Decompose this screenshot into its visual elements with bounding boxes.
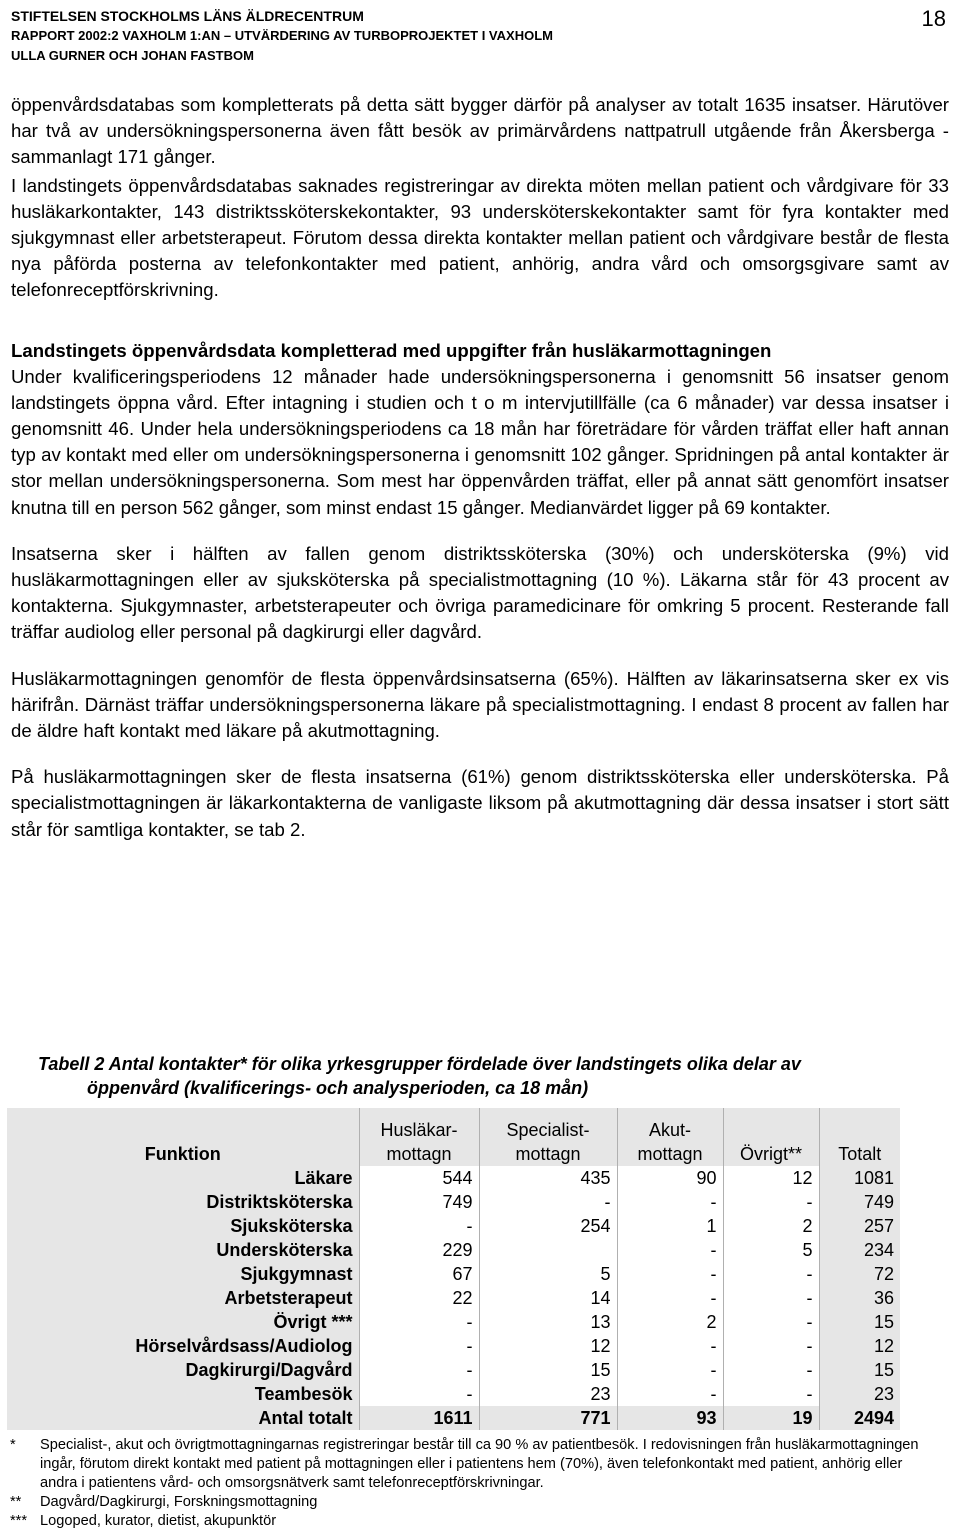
table-cell: 14 xyxy=(479,1286,617,1310)
table-cell: - xyxy=(359,1214,479,1238)
table-cell: 234 xyxy=(819,1238,900,1262)
table-cell: 5 xyxy=(479,1262,617,1286)
footnote-text: Dagvård/Dagkirurgi, Forskningsmottagning xyxy=(40,1494,318,1510)
table-total-row xyxy=(7,1406,900,1430)
section-heading: Landstingets öppenvårdsdata kompletterad med uppgifter från husläkarmottagningen xyxy=(11,339,772,361)
table-cell: 257 xyxy=(819,1214,900,1238)
table-cell: 12 xyxy=(819,1334,900,1358)
table-cell: 771 xyxy=(479,1406,617,1430)
table-row xyxy=(7,1214,900,1238)
table-row xyxy=(7,1238,900,1262)
table-cell: 229 xyxy=(359,1238,479,1262)
footnote-mark: *** xyxy=(10,1513,28,1529)
contacts-table xyxy=(7,1108,900,1430)
header-authors: ULLA GURNER OCH JOHAN FASTBOM xyxy=(11,48,254,63)
header-report-title: RAPPORT 2002:2 VAXHOLM 1:AN – UTVÄRDERING AV TURBOPROJEKTET I VAXHOLM xyxy=(11,28,553,43)
table-cell: 2 xyxy=(723,1214,819,1238)
table-cell: - xyxy=(359,1358,479,1382)
header-totalt: Totalt xyxy=(819,1108,900,1166)
table-cell: 36 xyxy=(819,1286,900,1310)
main-text xyxy=(11,92,949,843)
table-cell: - xyxy=(617,1262,723,1286)
table-cell: 749 xyxy=(819,1190,900,1214)
page-header xyxy=(11,6,951,66)
header-specialistmottagn: Specialist- mottagn xyxy=(479,1108,617,1166)
row-label: Teambesök xyxy=(7,1382,359,1406)
table-caption-line-1: Tabell 2 Antal kontakter* för olika yrkesgrupper fördelade över landstingets olika delar av xyxy=(38,1054,801,1074)
table-cell: - xyxy=(617,1358,723,1382)
footnote-mark: ** xyxy=(10,1494,22,1510)
footnote-1 xyxy=(10,1436,940,1493)
paragraph-2: I landstingets öppenvårdsdatabas saknades registreringar av direkta möten mellan patient och vårdgivare för 33 husläkarkontakter, 143 distriktssköterskekontakter, 93 undersköterskekontakter samt för fyra kontakter med sjukgymnast eller arbetsterapeut. Förutom dessa direkta kontakter mellan patient och vårdgivare består de flesta nya påförda posterna av telefonkontakter med patient, anhörig, andra vård och omsorgsgivare samt av telefonreceptförskrivning. xyxy=(11,174,949,301)
table-cell: 93 xyxy=(617,1406,723,1430)
row-label: Arbetsterapeut xyxy=(7,1286,359,1310)
row-label: Dagkirurgi/Dagvård xyxy=(7,1358,359,1382)
table-cell: 90 xyxy=(617,1166,723,1190)
table-row xyxy=(7,1382,900,1406)
table-cell: - xyxy=(617,1382,723,1406)
row-label: Antal totalt xyxy=(7,1406,359,1430)
footnote-mark: * xyxy=(10,1437,16,1453)
row-label: Distriktsköterska xyxy=(7,1190,359,1214)
footnote-text: Logoped, kurator, dietist, akupunktör xyxy=(40,1513,277,1529)
table-cell: - xyxy=(617,1190,723,1214)
table-header-row xyxy=(7,1108,900,1166)
row-label: Sjukgymnast xyxy=(7,1262,359,1286)
row-label: Undersköterska xyxy=(7,1238,359,1262)
table-row xyxy=(7,1262,900,1286)
table-cell: 67 xyxy=(359,1262,479,1286)
table-cell xyxy=(479,1238,617,1262)
table-row xyxy=(7,1334,900,1358)
table-cell: - xyxy=(359,1334,479,1358)
table-cell: 15 xyxy=(479,1358,617,1382)
table-cell: - xyxy=(617,1334,723,1358)
table-cell: 435 xyxy=(479,1166,617,1190)
row-label: Sjuksköterska xyxy=(7,1214,359,1238)
footnote-2 xyxy=(10,1493,940,1512)
row-label: Läkare xyxy=(7,1166,359,1190)
table-row xyxy=(7,1286,900,1310)
table-cell: 72 xyxy=(819,1262,900,1286)
table-caption-line-2: öppenvård (kvalificerings- och analysperioden, ca 18 mån) xyxy=(87,1078,589,1098)
section-paragraph-4: På husläkarmottagningen sker de flesta insatserna (61%) genom distriktssköterska eller undersköterska. På specialistmottagningen är läkarkontakterna de vanligaste liksom på akutmottagning där dessa insatser i stort sätt står för samtliga kontakter, se tab 2. xyxy=(11,766,949,840)
row-label: Övrigt *** xyxy=(7,1310,359,1334)
section-paragraph-2: Insatserna sker i hälften av fallen genom distriktssköterska (30%) och undersköterska (9%) vid husläkarmottagningen eller av sjuksköterska på specialistmottagning (10 %). Läkarna står för 43 procent av kontakterna. Sjukgymnaster, arbetsterapeuter och övriga paramedicinare för omkring 5 procent. Resterande fall träffar audiolog eller personal på dagkirurgi eller dagvård. xyxy=(11,542,949,643)
table-cell: 1611 xyxy=(359,1406,479,1430)
table-cell: 15 xyxy=(819,1310,900,1334)
table-cell: 19 xyxy=(723,1406,819,1430)
table-cell: 5 xyxy=(723,1238,819,1262)
header-ovrigt: Övrigt** xyxy=(723,1108,819,1166)
paragraph-1: öppenvårdsdatabas som kompletterats på detta sätt bygger därför på analyser av totalt 1635 insatser. Härutöver har två av undersökningspersonerna även fått besök av primärvårdens nattpatrull utgående från Åkersberga - sammanlagt 171 gånger. xyxy=(11,94,949,168)
table-cell: 12 xyxy=(479,1334,617,1358)
header-huslakarmottagn: Husläkar- mottagn xyxy=(359,1108,479,1166)
table-cell: 544 xyxy=(359,1166,479,1190)
table-cell: 13 xyxy=(479,1310,617,1334)
page-number: 18 xyxy=(921,6,946,31)
table-caption xyxy=(38,1052,938,1100)
table-cell: 12 xyxy=(723,1166,819,1190)
table-cell: 22 xyxy=(359,1286,479,1310)
footnote-text: Specialist-, akut och övrigtmottagningarnas registreringar består till ca 90 % av patientbesök. I redovisningen från husläkarmottagningen ingår, förutom direkt kontakt med patient på mottagningen eller i patientens hem (70%), även telefonkontakt med patient, anhörig eller andra i patientens vård- och omsorgsnätverk samt telefonreceptförskrivningar. xyxy=(40,1437,919,1491)
table-cell: 749 xyxy=(359,1190,479,1214)
table-cell: 23 xyxy=(819,1382,900,1406)
table-row xyxy=(7,1310,900,1334)
table-cell: - xyxy=(617,1286,723,1310)
table-cell: - xyxy=(617,1238,723,1262)
section-paragraph-1: Under kvalificeringsperiodens 12 månader hade undersökningspersonerna i genomsnitt 56 insatser genom landstingets öppna vård. Efter intagning i studien och t o m intervjutillfälle (ca 6 månader) var dessa insatser i genomsnitt 46. Under hela undersökningsperiodens ca 18 mån har företrädare för vården träffat eller haft annan typ av kontakt med eller om undersökningspersonerna i genomsnitt 102 gånger. Spridningen på antal kontakter är stor mellan undersökningspersonerna. Som mest har öppenvården träffat, eller på annat sätt genomfört insatser knutna till en person 562 gånger, som minst endast 15 gånger. Medianvärdet ligger på 69 kontakter. xyxy=(11,365,949,518)
table-row xyxy=(7,1190,900,1214)
table-cell: - xyxy=(723,1262,819,1286)
table-cell: - xyxy=(723,1334,819,1358)
row-label: Hörselvårdsass/Audiolog xyxy=(7,1334,359,1358)
table-cell: - xyxy=(723,1358,819,1382)
table-cell: 1 xyxy=(617,1214,723,1238)
header-organization: STIFTELSEN STOCKHOLMS LÄNS ÄLDRECENTRUM xyxy=(11,8,364,24)
header-funktion: Funktion xyxy=(144,1144,221,1164)
table-cell: - xyxy=(723,1310,819,1334)
table-cell: 254 xyxy=(479,1214,617,1238)
table-cell: - xyxy=(479,1190,617,1214)
header-akutmottagn: Akut- mottagn xyxy=(617,1108,723,1166)
section-paragraph-3: Husläkarmottagningen genomför de flesta öppenvårdsinsatserna (65%). Hälften av läkarinsatserna sker ex vis härifrån. Därnäst träffar undersökningspersonerna läkare på specialistmottagning. I endast 8 procent av fallen har de äldre haft kontakt med läkare på akutmottagning. xyxy=(11,667,949,742)
table-cell: 2 xyxy=(617,1310,723,1334)
table-cell: 2494 xyxy=(819,1406,900,1430)
table-cell: 1081 xyxy=(819,1166,900,1190)
table-cell: 15 xyxy=(819,1358,900,1382)
table-cell: - xyxy=(359,1310,479,1334)
footnotes xyxy=(10,1436,940,1531)
table-cell: - xyxy=(359,1382,479,1406)
table-cell: 23 xyxy=(479,1382,617,1406)
table-row xyxy=(7,1358,900,1382)
table-cell: - xyxy=(723,1382,819,1406)
table-cell: - xyxy=(723,1190,819,1214)
footnote-3 xyxy=(10,1512,940,1531)
table-cell: - xyxy=(723,1286,819,1310)
table-row xyxy=(7,1166,900,1190)
